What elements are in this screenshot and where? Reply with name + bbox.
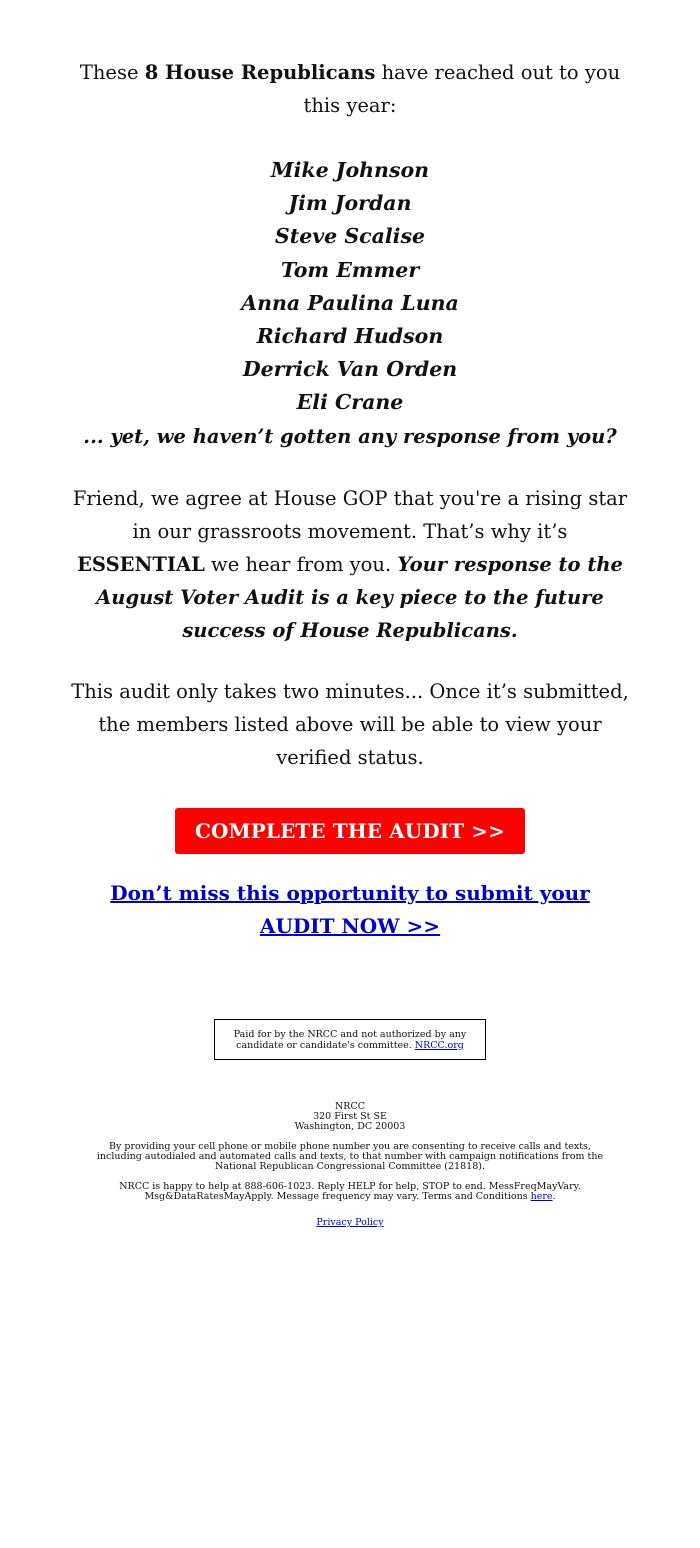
name-item: Tom Emmer — [280, 257, 420, 282]
intro-count: 8 House Republicans — [144, 61, 376, 84]
terms-link[interactable]: here — [530, 1190, 553, 1202]
footer-city: Washington, DC 20003 — [294, 1120, 406, 1132]
secondary-cta — [70, 877, 630, 943]
name-item: Jim Jordan — [288, 191, 412, 216]
footer-consent: By providing your cell phone or mobile phone number you are consenting to receive calls and texts, including autodialed and automated calls and texts, to that number with campaign notifications from the National Republican Congressional Committee (21818). — [96, 1140, 604, 1172]
submit-audit-link[interactable]: Don’t miss this opportunity to submit your AUDIT NOW >> — [110, 880, 590, 938]
footer-help — [90, 1182, 610, 1202]
name-item: Anna Paulina Luna — [241, 290, 459, 315]
email-body — [70, 0, 630, 943]
name-item: Richard Hudson — [256, 324, 444, 349]
friend-key-statement: Your response to the August Voter Audit is a key piece to the future success of House Republicans. — [96, 552, 623, 642]
footer-address — [90, 1102, 610, 1132]
nrcc-link[interactable]: NRCC.org — [414, 1039, 464, 1051]
footer-help-end: . — [552, 1190, 556, 1202]
friend-text-1: Friend, we agree at House GOP that you're a rising star in our grassroots movement. That’s why it’s — [72, 486, 628, 543]
friend-emphasis: ESSENTIAL — [77, 552, 205, 576]
footer — [90, 1102, 610, 1228]
friend-paragraph — [70, 482, 630, 647]
intro-prefix: These — [79, 61, 145, 84]
disclaimer-text: Paid for by the NRCC and not authorized by any candidate or candidate's committee. — [233, 1028, 467, 1051]
punchline: ... yet, we haven’t gotten any response from you? — [83, 424, 617, 448]
footer-org: NRCC — [334, 1100, 365, 1112]
intro-paragraph — [70, 56, 630, 122]
audit-paragraph: This audit only takes two minutes... Once it’s submitted, the members listed above will be able to view your verified status. — [71, 679, 629, 769]
cta-container — [70, 808, 630, 854]
paid-for-disclaimer — [214, 1019, 486, 1060]
name-item: Derrick Van Orden — [242, 357, 458, 382]
name-item: Steve Scalise — [274, 224, 426, 249]
name-item: Mike Johnson — [270, 158, 430, 182]
name-item: Eli Crane — [296, 390, 404, 415]
footer-street: 320 First St SE — [313, 1110, 387, 1122]
footer-help-text: NRCC is happy to help at 888-606-1023. Reply HELP for help, STOP to end. MessFreqMayVary. Msg&DataRatesMayApply. Message frequency may vary. Terms and Conditions — [119, 1180, 581, 1202]
privacy-policy-link[interactable]: Privacy Policy — [316, 1216, 384, 1228]
footer-privacy — [90, 1218, 610, 1228]
complete-audit-button[interactable]: COMPLETE THE AUDIT >> — [175, 808, 525, 854]
intro-suffix: have reached out to you this year: — [303, 61, 621, 117]
friend-text-2: we hear from you. — [204, 552, 398, 576]
names-list — [70, 154, 630, 453]
